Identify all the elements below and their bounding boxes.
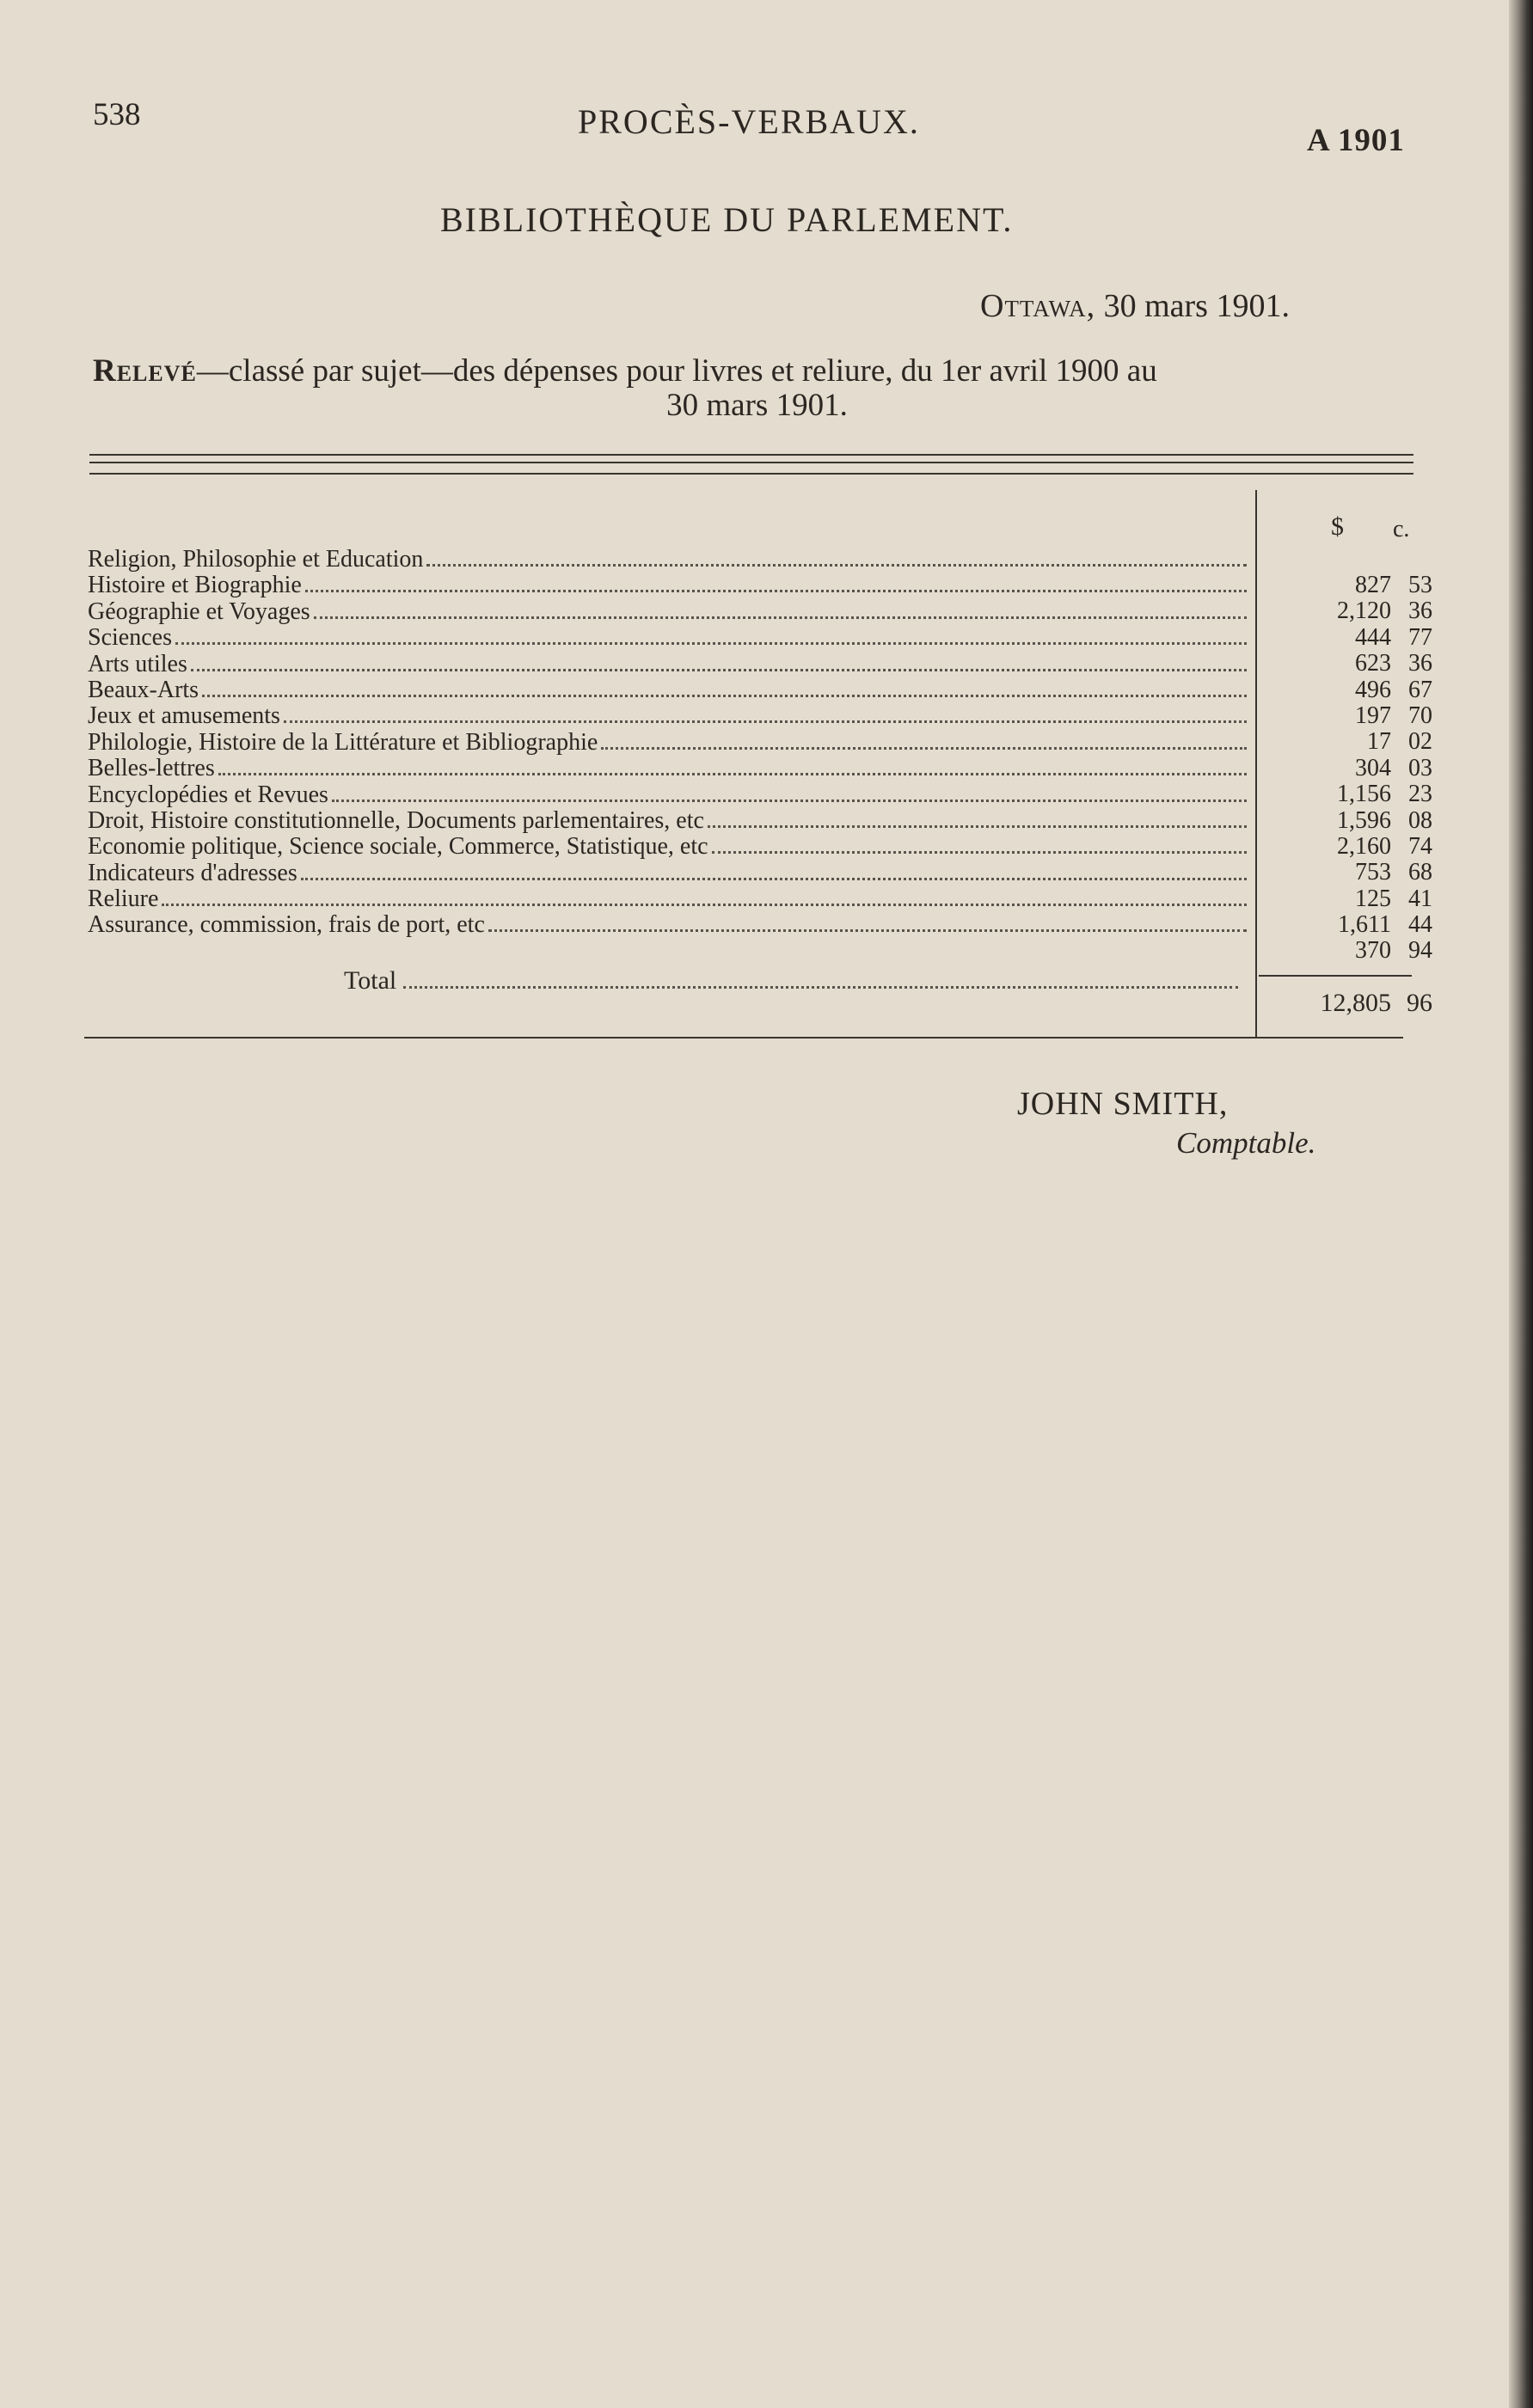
amount-cents: 53 — [1408, 572, 1432, 598]
table-row — [88, 730, 1255, 756]
amount-cell — [1260, 756, 1432, 781]
amount-dollars: 753 — [1355, 859, 1391, 886]
amount-cents: 94 — [1408, 937, 1432, 965]
amount-cell — [1260, 677, 1432, 703]
dot-leader — [332, 782, 1247, 802]
dot-leader — [305, 573, 1247, 592]
table-row — [88, 677, 1255, 703]
amount-cell — [1260, 834, 1432, 860]
signer-title: Comptable. — [1176, 1126, 1316, 1160]
amount-cents: 70 — [1408, 702, 1432, 729]
amount-dollars: 2,160 — [1337, 832, 1391, 860]
amount-dollars: 370 — [1355, 937, 1391, 965]
amount-dollars: 304 — [1355, 754, 1391, 781]
amount-cell — [1260, 598, 1432, 624]
dot-leader — [601, 730, 1247, 750]
amount-dollars: 623 — [1355, 650, 1391, 677]
row-label: Géographie et Voyages — [88, 597, 310, 625]
total-dollars: 12,805 — [1320, 989, 1391, 1017]
bottom-rule — [84, 1037, 1403, 1039]
amount-cell — [1260, 625, 1432, 651]
row-label: Jeux et amusements — [88, 702, 280, 730]
table-row — [88, 782, 1255, 808]
amount-cents: 03 — [1408, 754, 1432, 781]
amount-cents: 74 — [1408, 832, 1432, 860]
amount-dollars: 197 — [1355, 702, 1391, 729]
amount-cents: 02 — [1408, 728, 1432, 756]
dot-leader — [175, 625, 1247, 645]
amount-cents: 36 — [1408, 597, 1432, 625]
currency-header: $ — [1331, 512, 1344, 541]
amount-dollars: 444 — [1355, 623, 1391, 651]
total-cents: 96 — [1407, 989, 1432, 1017]
running-head: PROCÈS-VERBAUX. — [578, 102, 920, 141]
page-edge — [1509, 0, 1533, 2408]
dot-leader — [284, 703, 1247, 723]
row-label: Encyclopédies et Revues — [88, 781, 328, 808]
amount-cell — [1260, 651, 1432, 677]
amount-dollars: 125 — [1355, 885, 1391, 912]
caption-line1: —classé par sujet—des dépenses pour livres et reliure, du 1er avril 1900 au — [196, 353, 1157, 389]
page-number: 538 — [93, 97, 141, 132]
amount-cents: 77 — [1408, 623, 1432, 651]
dot-leader — [314, 599, 1247, 619]
amount-cents: 08 — [1408, 806, 1432, 834]
amount-dollars: 2,120 — [1337, 597, 1391, 625]
row-label: Histoire et Biographie — [88, 572, 302, 599]
top-rule-3 — [89, 473, 1413, 475]
table-row — [88, 834, 1255, 860]
dot-leader — [712, 834, 1247, 854]
caption — [93, 354, 1421, 423]
table-row — [88, 703, 1255, 729]
amount-cell — [1260, 573, 1432, 598]
row-label: Beaux-Arts — [88, 676, 199, 703]
caption-lead: Relevé — [93, 353, 197, 389]
column-divider — [1255, 490, 1257, 1037]
dot-leader — [162, 886, 1247, 906]
table-row — [88, 886, 1255, 912]
row-label: Indicateurs d'adresses — [88, 859, 297, 886]
amount-cell — [1260, 703, 1432, 729]
dateline — [980, 287, 1290, 325]
table-row — [88, 547, 1255, 573]
amount-dollars: 1,596 — [1337, 806, 1391, 834]
row-label: Arts utiles — [88, 650, 187, 677]
year-label: A 1901 — [1307, 123, 1405, 158]
amount-cents: 23 — [1408, 781, 1432, 808]
table-row — [88, 573, 1255, 598]
dot-leader — [191, 652, 1247, 671]
row-label: Religion, Philosophie et Education — [88, 546, 424, 573]
top-rule-1 — [89, 454, 1413, 456]
dot-leader — [403, 967, 1238, 989]
amount-dollars: 496 — [1355, 676, 1391, 703]
table-row — [88, 808, 1255, 834]
caption-line2: 30 mars 1901. — [666, 388, 848, 423]
amount-dollars: 1,156 — [1337, 781, 1391, 808]
section-title: BIBLIOTHÈQUE DU PARLEMENT. — [440, 200, 1014, 239]
dot-leader — [708, 808, 1247, 828]
table-row — [88, 861, 1255, 886]
table-row — [88, 756, 1255, 781]
amount-cents: 67 — [1408, 676, 1432, 703]
amount-cell — [1260, 912, 1432, 938]
amount-cents: 36 — [1408, 650, 1432, 677]
expense-labels — [88, 547, 1255, 939]
dateline-date: 30 mars 1901. — [1103, 288, 1290, 324]
amount-dollars: 827 — [1355, 572, 1391, 598]
row-label: Assurance, commission, frais de port, etc — [88, 911, 485, 939]
table-row — [88, 912, 1255, 938]
total-amount — [1260, 989, 1432, 1018]
table-row — [88, 599, 1255, 625]
dot-leader — [426, 547, 1247, 567]
row-label: Droit, Histoire constitutionnelle, Documents parlementaires, etc — [88, 806, 704, 834]
table-row — [88, 652, 1255, 677]
amount-cents: 44 — [1408, 911, 1432, 939]
amount-dollars: 1,611 — [1338, 911, 1391, 939]
amount-cell — [1260, 729, 1432, 755]
expense-amounts — [1260, 573, 1432, 965]
amount-cell — [1260, 808, 1432, 834]
amount-dollars: 17 — [1367, 728, 1391, 756]
dateline-city: Ottawa, — [980, 288, 1096, 324]
amount-cell — [1260, 886, 1432, 912]
dot-leader — [202, 677, 1247, 697]
amount-cents: 68 — [1408, 859, 1432, 886]
sum-rule — [1259, 975, 1412, 977]
dot-leader — [301, 861, 1247, 880]
dot-leader — [218, 756, 1247, 775]
row-label: Philologie, Histoire de la Littérature et Bibliographie — [88, 728, 598, 756]
amount-cents: 41 — [1408, 885, 1432, 912]
amount-cell — [1260, 781, 1432, 807]
cents-header: c. — [1393, 516, 1410, 542]
total-row — [344, 966, 1247, 996]
table-row — [88, 625, 1255, 651]
row-label: Economie politique, Science sociale, Commerce, Statistique, etc — [88, 833, 708, 861]
amount-cell — [1260, 938, 1432, 964]
dot-leader — [488, 912, 1247, 932]
amount-cell — [1260, 860, 1432, 885]
top-rule-2 — [89, 462, 1413, 463]
total-label: Total — [344, 966, 397, 995]
row-label: Reliure — [88, 885, 159, 913]
row-label: Belles-lettres — [88, 755, 215, 782]
row-label: Sciences — [88, 624, 172, 652]
signer-name: JOHN SMITH, — [1017, 1086, 1229, 1122]
